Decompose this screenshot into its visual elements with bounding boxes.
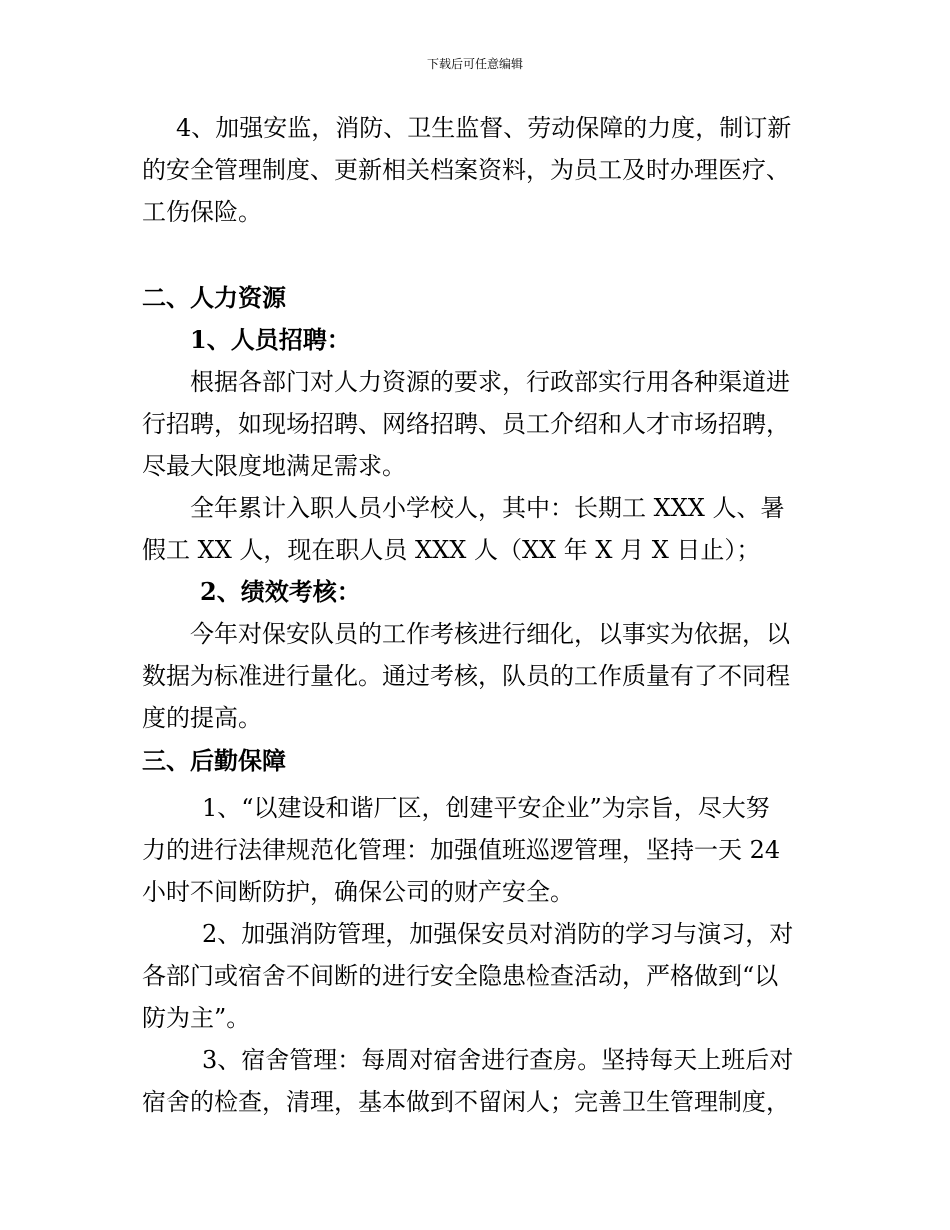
paragraph-line: 尽最大限度地满足需求。 bbox=[142, 452, 406, 480]
paragraph-line: 今年对保安队员的工作考核进行细化，以事实为依据，以 bbox=[190, 620, 790, 648]
paragraph-line: 1、“以建设和谐厂区，创建平安企业”为宗旨，尽大努 bbox=[202, 794, 770, 822]
paragraph-line: 的安全管理制度、更新相关档案资料，为员工及时办理医疗、 bbox=[142, 156, 790, 184]
paragraph-line: 3、宿舍管理：每周对宿舍进行查房。坚持每天上班后对 bbox=[202, 1046, 794, 1074]
subsection-heading: 2、绩效考核： bbox=[200, 577, 361, 606]
subsection-heading: 1、人员招聘： bbox=[190, 325, 351, 354]
paragraph-line: 工伤保险。 bbox=[142, 198, 262, 226]
paragraph-line: 假工 XX 人，现在职人员 XXX 人（XX 年 X 月 X 日止）； bbox=[142, 536, 761, 564]
section-heading: 三、后勤保障 bbox=[142, 746, 286, 775]
section-heading: 二、人力资源 bbox=[142, 283, 286, 312]
paragraph-line: 度的提高。 bbox=[142, 704, 262, 732]
paragraph-line: 数据为标准进行量化。通过考核，队员的工作质量有了不同程 bbox=[142, 662, 790, 690]
paragraph-line: 小时不间断防护，确保公司的财产安全。 bbox=[142, 878, 574, 906]
paragraph-line: 根据各部门对人力资源的要求，行政部实行用各种渠道进 bbox=[190, 368, 790, 396]
paragraph-line: 各部门或宿舍不间断的进行安全隐患检查活动，严格做到“以 bbox=[142, 962, 779, 990]
paragraph-line: 4、加强安监，消防、卫生监督、劳动保障的力度，制订新 bbox=[176, 114, 792, 142]
paragraph-line: 防为主”。 bbox=[142, 1004, 251, 1032]
paragraph-line: 2、加强消防管理，加强保安员对消防的学习与演习，对 bbox=[202, 920, 794, 948]
paragraph-line: 力的进行法律规范化管理：加强值班巡逻管理，坚持一天 24 bbox=[142, 836, 781, 864]
paragraph-line: 宿舍的检查，清理，基本做到不留闲人；完善卫生管理制度， bbox=[142, 1088, 790, 1116]
paragraph-line: 行招聘，如现场招聘、网络招聘、员工介绍和人才市场招聘， bbox=[142, 410, 790, 438]
page-header: 下载后可任意编辑 bbox=[426, 57, 523, 71]
paragraph-line: 全年累计入职人员小学校人，其中：长期工 XXX 人、暑 bbox=[190, 494, 785, 522]
